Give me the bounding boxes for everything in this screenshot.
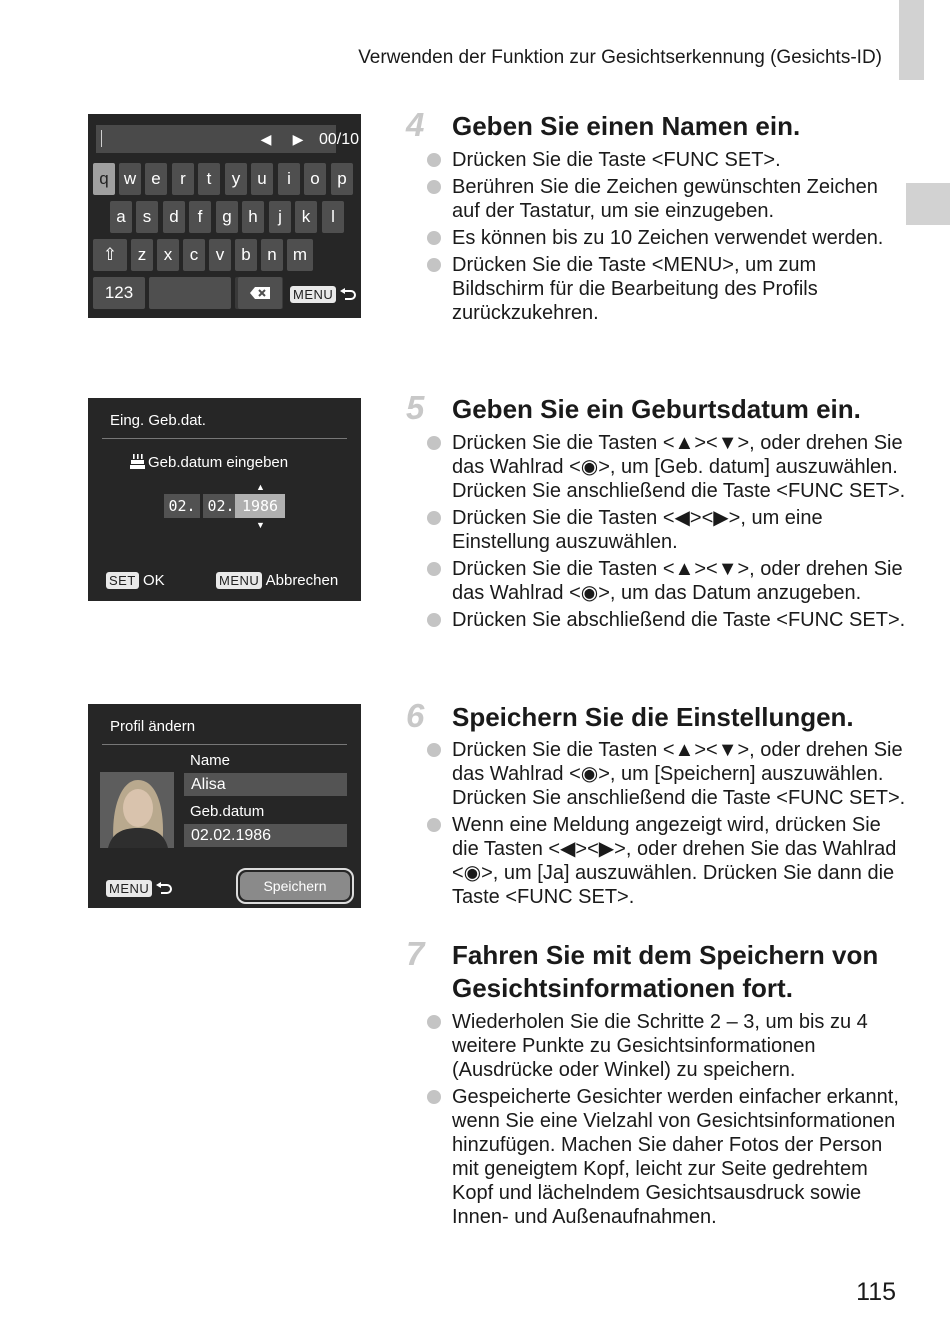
page-number: 115 [856, 1278, 896, 1306]
name-entry-screen [88, 114, 361, 318]
bullet-item: Drücken Sie die Tasten <▲><▼>, oder drehen Sie das Wahlrad <◉>, um [Speichern] auszuwählen. Drücken Sie anschließend die Taste <FUNC SET>. [426, 738, 906, 810]
key-h[interactable]: h [242, 201, 264, 233]
shift-key[interactable]: ⇧ [93, 239, 127, 271]
bullet-item: Drücken Sie die Taste <FUNC SET>. [426, 148, 906, 172]
step-number: 4 [406, 106, 425, 143]
key-f[interactable]: f [189, 201, 211, 233]
year-field[interactable]: 1986 [235, 494, 285, 518]
bullet-item: Gespeicherte Gesichter werden einfacher erkannt, wenn Sie eine Vielzahl von Gesichtsinformationen hinzufügen. Machen Sie daher Fotos der Person mit geneigtem Kopf, leicht zur Seite gedrehtem Kopf und lächelndem Gesichtsausdruck sowie Innen- und Außenaufnahmen. [426, 1085, 906, 1229]
key-t[interactable]: t [198, 163, 220, 195]
cursor-right-button[interactable]: ▶ [285, 126, 311, 152]
key-r[interactable]: r [172, 163, 194, 195]
birthdate-label: Geb.datum [190, 803, 265, 820]
menu-badge: MENU [216, 572, 262, 589]
thumb-tab-chapter [906, 183, 950, 225]
key-v[interactable]: v [209, 239, 231, 271]
ok-label: OK [142, 572, 165, 589]
character-counter: 00/10 [319, 131, 360, 148]
key-w[interactable]: w [119, 163, 141, 195]
step-title: Fahren Sie mit dem Speichern von Gesichtsinformationen fort. [452, 940, 879, 1003]
step-number: 6 [406, 697, 425, 734]
key-n[interactable]: n [261, 239, 283, 271]
cancel-button[interactable] [216, 572, 338, 589]
save-button[interactable] [236, 868, 354, 904]
bullet-item: Drücken Sie die Tasten <▲><▼>, oder drehen Sie das Wahlrad <◉>, um [Geb. datum] auszuwählen. Drücken Sie anschließend die Taste <FUNC SET>. [426, 431, 906, 503]
date-screen-title: Eing. Geb.dat. [110, 412, 206, 429]
key-k[interactable]: k [295, 201, 317, 233]
running-header: Verwenden der Funktion zur Gesichtserkennung (Gesichts-ID) [358, 47, 882, 68]
bullet-item: Drücken Sie die Taste <MENU>, um zum Bildschirm für die Bearbeitung des Profils zurückzukehren. [426, 253, 906, 325]
key-e[interactable]: e [145, 163, 167, 195]
profile-edit-screen [88, 704, 361, 908]
step-title: Geben Sie ein Geburtsdatum ein. [452, 394, 861, 424]
birthdate-field[interactable]: 02.02.1986 [184, 824, 347, 847]
numeric-key[interactable]: 123 [93, 277, 145, 309]
menu-badge: MENU [290, 286, 336, 303]
bullet-item: Drücken Sie abschließend die Taste <FUNC SET>. [426, 608, 906, 632]
key-c[interactable]: c [183, 239, 205, 271]
birthdate-entry-screen [88, 398, 361, 601]
key-a[interactable]: a [110, 201, 132, 233]
key-d[interactable]: d [163, 201, 185, 233]
save-label: Speichern [240, 872, 350, 900]
thumb-tab-top [899, 0, 924, 80]
key-j[interactable]: j [269, 201, 291, 233]
key-g[interactable]: g [216, 201, 238, 233]
bullet-item: Drücken Sie die Tasten <▲><▼>, oder drehen Sie das Wahlrad <◉>, um das Datum anzugeben. [426, 557, 906, 605]
return-arrow-icon [339, 288, 357, 302]
menu-badge: MENU [106, 880, 152, 897]
key-p[interactable]: p [331, 163, 353, 195]
key-o[interactable]: o [304, 163, 326, 195]
key-x[interactable]: x [157, 239, 179, 271]
bullet-item: Berühren Sie die Zeichen gewünschten Zeichen auf der Tastatur, um sie einzugeben. [426, 175, 906, 223]
step-number: 5 [406, 389, 425, 426]
backspace-key[interactable] [238, 277, 282, 309]
down-arrow-icon: ▼ [256, 520, 265, 530]
key-m[interactable]: m [287, 239, 313, 271]
month-field[interactable]: 02. [203, 494, 239, 518]
bullet-item: Es können bis zu 10 Zeichen verwendet werden. [426, 226, 906, 250]
set-badge: SET [106, 572, 139, 589]
divider [102, 744, 347, 745]
cursor-left-button[interactable]: ◀ [253, 126, 279, 152]
backspace-icon [249, 286, 271, 300]
cancel-label: Abbrechen [265, 572, 339, 589]
step-title: Speichern Sie die Einstellungen. [452, 702, 854, 732]
up-arrow-icon: ▲ [256, 482, 265, 492]
key-u[interactable]: u [251, 163, 273, 195]
key-y[interactable]: y [225, 163, 247, 195]
step-title: Geben Sie einen Namen ein. [452, 111, 801, 141]
bullet-item: Drücken Sie die Tasten <◀><▶>, um eine Einstellung auszuwählen. [426, 506, 906, 554]
return-arrow-icon [155, 882, 173, 896]
key-i[interactable]: i [278, 163, 300, 195]
name-field[interactable]: Alisa [184, 773, 347, 796]
menu-back-button[interactable] [290, 286, 357, 303]
ok-button[interactable] [106, 572, 165, 589]
text-cursor [101, 130, 102, 147]
bullet-item: Wiederholen Sie die Schritte 2 – 3, um bis zu 4 weitere Punkte zu Gesichtsinformationen (Ausdrücke oder Winkel) zu speichern. [426, 1010, 906, 1082]
face-photo [100, 772, 174, 848]
step-number: 7 [406, 935, 425, 972]
bullet-item: Wenn eine Meldung angezeigt wird, drücken Sie die Tasten <◀><▶>, oder drehen Sie das Wahlrad <◉>, um [Ja] auszuwählen. Drücken Sie dann die Taste <FUNC SET>. [426, 813, 906, 909]
name-label: Name [190, 752, 231, 769]
key-q[interactable]: q [93, 163, 115, 195]
key-z[interactable]: z [131, 239, 153, 271]
menu-back-button[interactable] [106, 880, 173, 897]
profile-screen-title: Profil ändern [110, 718, 196, 735]
key-b[interactable]: b [235, 239, 257, 271]
date-instruction: Geb.datum eingeben [148, 454, 289, 471]
key-l[interactable]: l [322, 201, 344, 233]
key-s[interactable]: s [136, 201, 158, 233]
day-field[interactable]: 02. [164, 494, 200, 518]
space-key[interactable] [149, 277, 231, 309]
divider [102, 438, 347, 439]
cake-icon [130, 454, 145, 470]
